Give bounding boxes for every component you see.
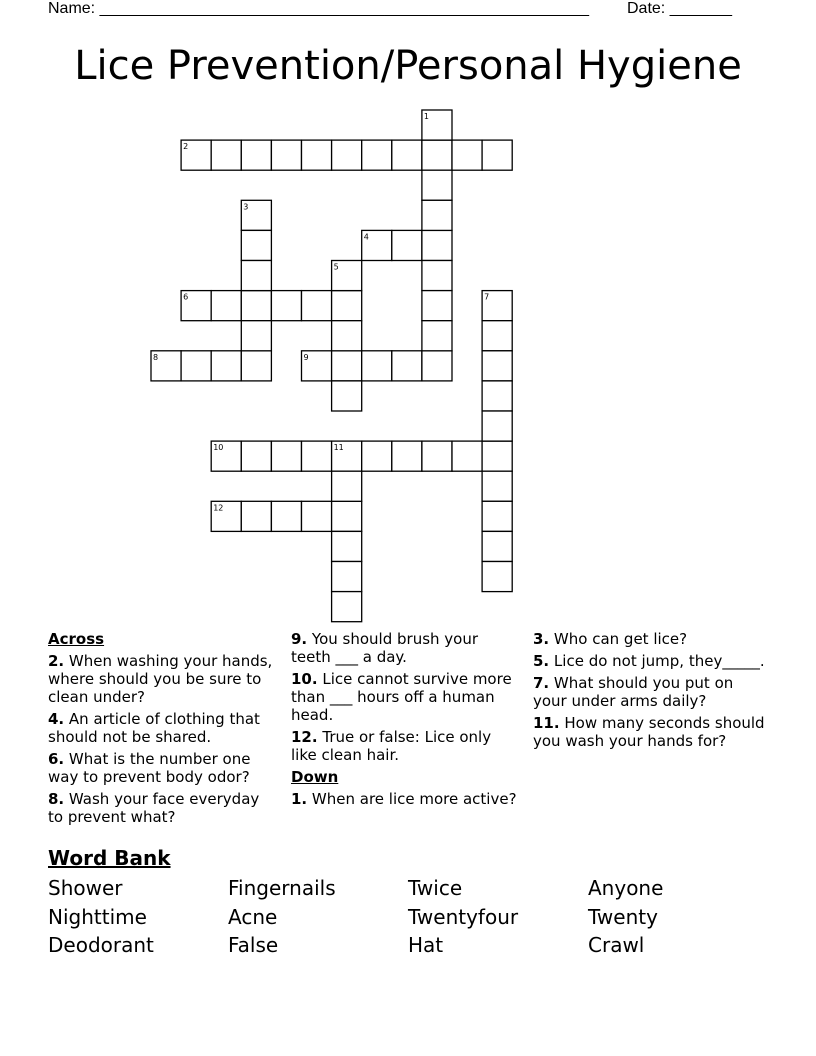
- grid-cell[interactable]: [271, 140, 301, 170]
- word-bank: [48, 874, 768, 960]
- grid-cell[interactable]: [482, 562, 512, 592]
- word-bank-item: Nighttime: [48, 904, 147, 929]
- clue-across-4: [48, 710, 278, 746]
- grid-number: 11: [333, 443, 344, 453]
- clue-text: Lice cannot survive more than ___ hours off a human head.: [291, 670, 512, 724]
- clue-number: 9.: [291, 630, 308, 648]
- grid-cell[interactable]: [211, 291, 241, 321]
- word-bank-title: Word Bank: [48, 846, 171, 870]
- clue-text: Wash your face everyday to prevent what?: [48, 790, 260, 826]
- grid-number: 5: [333, 262, 339, 272]
- clue-down-1: [291, 790, 521, 808]
- grid-cell[interactable]: [271, 441, 301, 471]
- grid-cell[interactable]: [302, 441, 332, 471]
- clue-down-3: [533, 630, 768, 648]
- clue-across-8: [48, 790, 278, 826]
- grid-cell[interactable]: [392, 441, 422, 471]
- across-heading: Across: [48, 630, 105, 648]
- grid-cell[interactable]: [482, 381, 512, 411]
- clue-text: An article of clothing that should not be shared.: [48, 710, 260, 746]
- clue-text: Lice do not jump, they_____.: [553, 652, 765, 670]
- grid-cell[interactable]: [362, 441, 392, 471]
- clue-text: What should you put on your under arms daily?: [533, 674, 734, 710]
- clue-text: You should brush your teeth ___ a day.: [291, 630, 479, 666]
- grid-cell[interactable]: [482, 441, 512, 471]
- grid-cell[interactable]: [422, 321, 452, 351]
- word-bank-item: Twice: [408, 876, 463, 900]
- grid-cell[interactable]: [482, 501, 512, 531]
- clue-number: 11.: [533, 714, 560, 732]
- grid-cell[interactable]: [211, 351, 241, 381]
- grid-cell[interactable]: [332, 471, 362, 501]
- clue-text: What is the number one way to prevent body odor?: [48, 750, 251, 786]
- page-title: Lice Prevention/Personal Hygiene: [74, 43, 742, 89]
- grid-cell[interactable]: [482, 531, 512, 561]
- grid-cell[interactable]: [241, 140, 271, 170]
- clue-down-11: [533, 714, 768, 750]
- word-bank-item: False: [228, 933, 279, 957]
- word-bank-item: Anyone: [588, 876, 664, 900]
- clue-across-10: [291, 670, 521, 724]
- clue-across-6: [48, 750, 278, 786]
- clue-down-7: [533, 674, 768, 710]
- grid-cell[interactable]: [302, 140, 332, 170]
- clues-column-1: [48, 630, 278, 830]
- grid-cell[interactable]: [482, 411, 512, 441]
- grid-cell[interactable]: [362, 140, 392, 170]
- clue-number: 7.: [533, 674, 550, 692]
- clue-number: 3.: [533, 630, 550, 648]
- grid-cell[interactable]: [181, 351, 211, 381]
- word-bank-item: Twentyfour: [408, 904, 519, 929]
- grid-number: 6: [183, 292, 189, 302]
- clues-column-3: [533, 630, 768, 754]
- grid-cell[interactable]: [482, 471, 512, 501]
- grid-cell[interactable]: [332, 140, 362, 170]
- date-line: Date: _______: [627, 0, 732, 17]
- grid-cell[interactable]: [452, 441, 482, 471]
- grid-cell[interactable]: [422, 261, 452, 291]
- grid-cell[interactable]: [452, 140, 482, 170]
- grid-cell[interactable]: [422, 230, 452, 260]
- grid-cell[interactable]: [392, 140, 422, 170]
- clue-text: When are lice more active?: [311, 790, 517, 808]
- grid-cell[interactable]: [241, 441, 271, 471]
- grid-cell[interactable]: [271, 501, 301, 531]
- down-heading: Down: [291, 768, 339, 786]
- grid-cell[interactable]: [362, 351, 392, 381]
- clue-text: How many seconds should you wash your hands for?: [533, 714, 765, 750]
- grid-number: 3: [243, 202, 249, 212]
- grid-cell[interactable]: [302, 501, 332, 531]
- grid-number: 12: [213, 503, 224, 513]
- grid-cell[interactable]: [332, 501, 362, 531]
- grid-cell[interactable]: [332, 592, 362, 622]
- clue-across-2: [48, 652, 278, 706]
- grid-cell[interactable]: [302, 291, 332, 321]
- clue-number: 8.: [48, 790, 65, 808]
- clue-number: 6.: [48, 750, 65, 768]
- grid-cell[interactable]: [332, 531, 362, 561]
- grid-cell[interactable]: [271, 291, 301, 321]
- clues-column-2: [291, 630, 521, 812]
- grid-cell[interactable]: [332, 381, 362, 411]
- grid-cell[interactable]: [332, 291, 362, 321]
- grid-cell[interactable]: [332, 562, 362, 592]
- word-bank-item: Deodorant: [48, 933, 154, 957]
- clue-number: 12.: [291, 728, 318, 746]
- grid-cell[interactable]: [241, 261, 271, 291]
- grid-cell[interactable]: [482, 321, 512, 351]
- clue-text: Who can get lice?: [553, 630, 688, 648]
- word-bank-item: Crawl: [588, 933, 645, 957]
- name-line: Name: _______________________________________________________: [48, 0, 589, 17]
- grid-cell[interactable]: [241, 321, 271, 351]
- grid-cell[interactable]: [241, 230, 271, 260]
- word-bank-item: Twenty: [588, 904, 658, 929]
- clue-across-12: [291, 728, 521, 764]
- clue-number: 5.: [533, 652, 550, 670]
- grid-cell[interactable]: [392, 351, 422, 381]
- clue-number: 2.: [48, 652, 65, 670]
- grid-cell[interactable]: [332, 351, 362, 381]
- grid-number: 4: [363, 232, 369, 242]
- grid-cell[interactable]: [422, 200, 452, 230]
- grid-number: 7: [484, 292, 490, 302]
- grid-cell[interactable]: [482, 140, 512, 170]
- clue-number: 1.: [291, 790, 308, 808]
- clue-down-5: [533, 652, 768, 670]
- grid-cell[interactable]: [482, 351, 512, 381]
- grid-cell[interactable]: [422, 351, 452, 381]
- word-bank-item: Hat: [408, 933, 444, 957]
- clue-text: When washing your hands, where should you be sure to clean under?: [48, 652, 273, 706]
- clue-across-9: [291, 630, 521, 666]
- grid-number: 1: [423, 112, 429, 121]
- grid-cell[interactable]: [422, 170, 452, 200]
- word-bank-item: Acne: [228, 904, 278, 929]
- grid-cell[interactable]: [392, 230, 422, 260]
- grid-cell[interactable]: [422, 140, 452, 170]
- word-bank-item: Shower: [48, 876, 123, 900]
- grid-cell[interactable]: [241, 291, 271, 321]
- grid-cell[interactable]: [241, 351, 271, 381]
- clue-number: 10.: [291, 670, 318, 688]
- grid-cell[interactable]: [422, 441, 452, 471]
- word-bank-item: Fingernails: [228, 876, 336, 900]
- clue-number: 4.: [48, 710, 65, 728]
- grid-number: 2: [183, 142, 189, 152]
- clue-text: True or false: Lice only like clean hair.: [291, 728, 492, 764]
- grid-cell[interactable]: [332, 321, 362, 351]
- grid-number: 9: [303, 352, 309, 362]
- grid-cell[interactable]: [422, 291, 452, 321]
- grid-number: 10: [213, 443, 224, 453]
- grid-cell[interactable]: [211, 140, 241, 170]
- grid-number: 8: [153, 352, 159, 362]
- grid-cell[interactable]: [241, 501, 271, 531]
